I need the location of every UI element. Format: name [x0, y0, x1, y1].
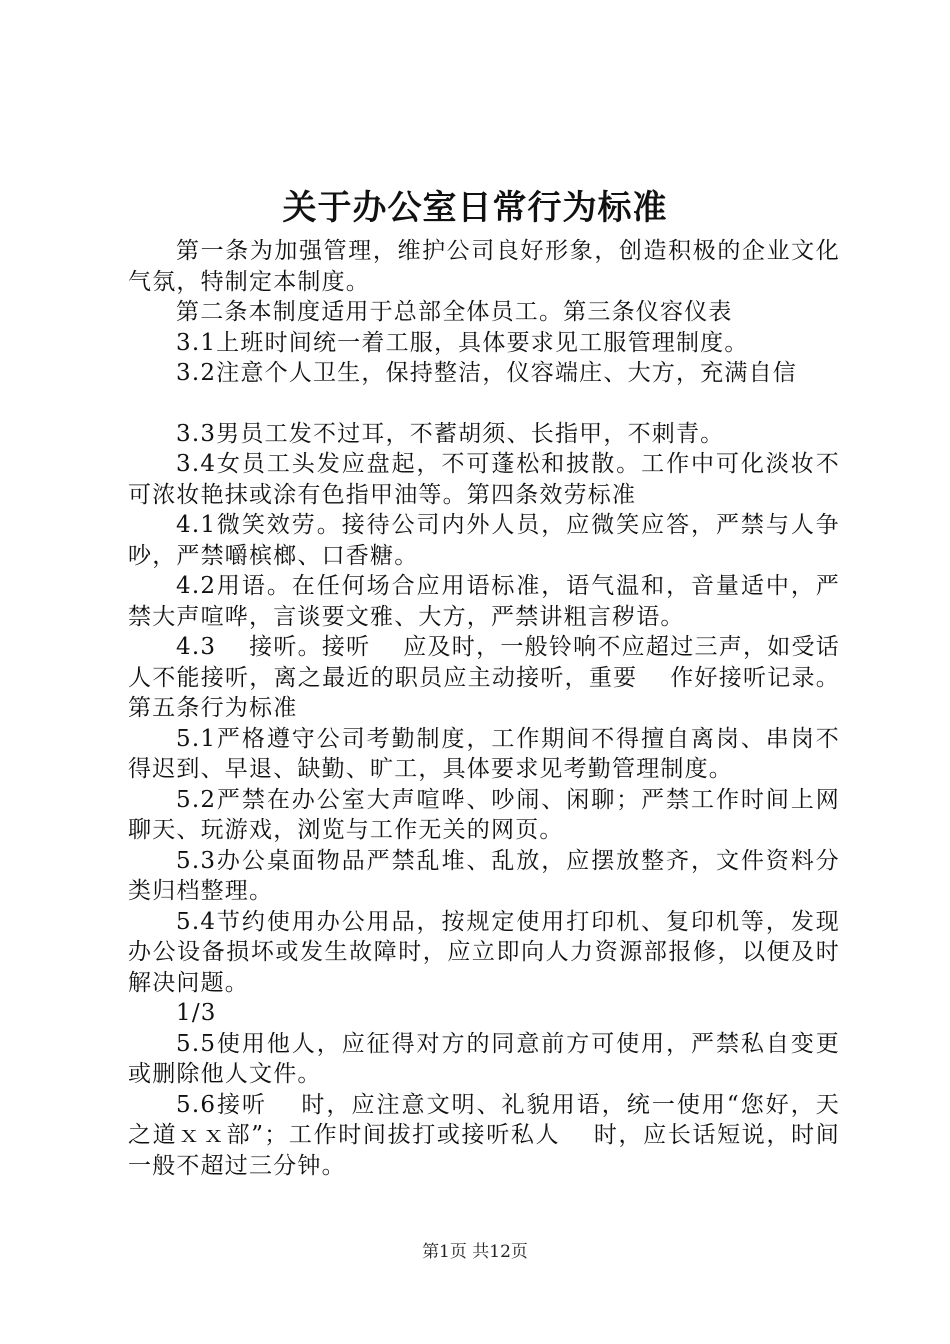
- paragraph-5-1: 5.1严格遵守公司考勤制度，工作期间不得擅自离岗、串岗不得迟到、早退、缺勤、旷工，具体要求见考勤管理制度。: [128, 725, 840, 782]
- page-footer: 第1页 共12页: [422, 1242, 528, 1262]
- paragraph-5-2: 5.2严禁在办公室大声喧哗、吵闹、闲聊；严禁工作时间上网聊天、玩游戏，浏览与工作无关的网页。: [128, 786, 840, 843]
- paragraph-4-1: 4.1微笑效劳。接待公司内外人员，应微笑应答，严禁与人争吵，严禁嚼槟榔、口香糖。: [128, 512, 840, 569]
- paragraph-article-2-3: 第二条本制度适用于总部全体员工。第三条仪容仪表: [176, 299, 733, 325]
- document-body: [128, 236, 840, 1181]
- paragraph-article-1: 第一条为加强管理，维护公司良好形象，创造积极的企业文化气氛，特制定本制度。: [128, 238, 840, 295]
- paragraph-5-3: 5.3办公桌面物品严禁乱堆、乱放，应摆放整齐，文件资料分类归档整理。: [128, 847, 840, 904]
- document-title: 关于办公室日常行为标准: [282, 188, 668, 228]
- paragraph-4-3: 4.3 接听。接听 应及时，一般铃响不应超过三声，如受话人不能接听，离之最近的职员应主动接听，重要 作好接听记录。第五条行为标准: [128, 634, 840, 721]
- paragraph-5-6: 5.6接听 时，应注意文明、礼貌用语，统一使用“您好，天之道ｘｘ部”；工作时间拔打或接听私人 时，应长话短说，时间一般不超过三分钟。: [128, 1091, 840, 1179]
- paragraph-5-4: 5.4节约使用办公用品，按规定使用打印机、复印机等，发现办公设备损坏或发生故障时，应立即向人力资源部报修，以便及时解决问题。: [128, 908, 840, 996]
- paragraph-3-2: 3.2注意个人卫生，保持整洁，仪容端庄、大方，充满自信: [176, 360, 797, 386]
- paragraph-4-2: 4.2用语。在任何场合应用语标准，语气温和，音量适中，严禁大声喧哗，言谈要文雅、大方，严禁讲粗言秽语。: [128, 573, 840, 630]
- paragraph-3-1: 3.1上班时间统一着工服，具体要求见工服管理制度。: [176, 329, 749, 356]
- inline-page-marker: 1/3: [176, 1000, 217, 1026]
- paragraph-3-4: 3.4女员工头发应盘起，不可蓬松和披散。工作中可化淡妆不可浓妆艳抹或涂有色指甲油等。第四条效劳标准: [128, 451, 840, 508]
- paragraph-3-3: 3.3男员工发不过耳，不蓄胡须、长指甲，不刺青。: [176, 420, 725, 447]
- paragraph-5-5: 5.5使用他人，应征得对方的同意前方可使用，严禁私自变更或删除他人文件。: [128, 1030, 840, 1087]
